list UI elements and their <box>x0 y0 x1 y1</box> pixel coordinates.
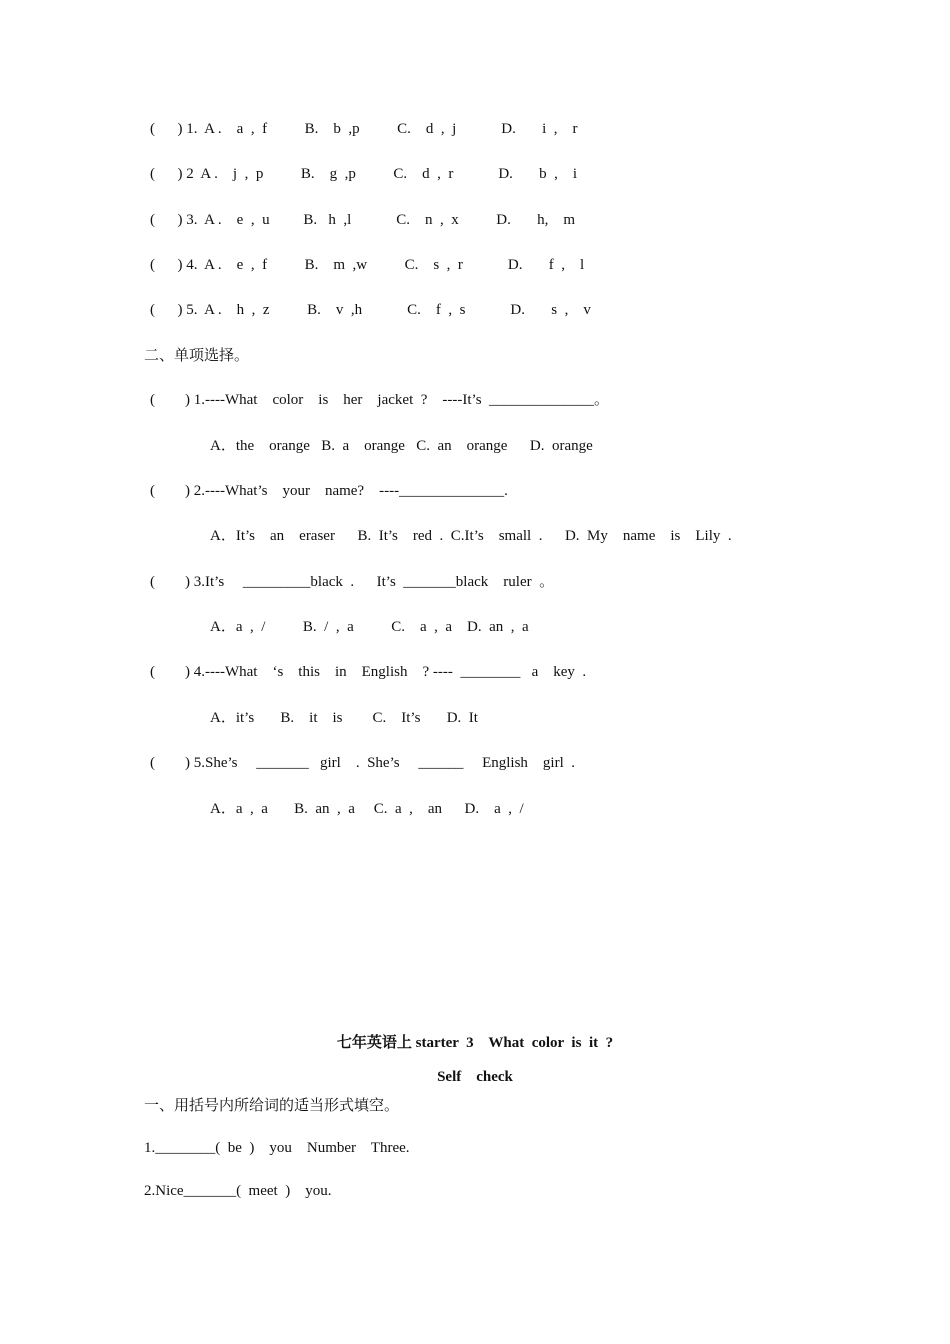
section2-heading: 二、单项选择。 <box>144 348 250 364</box>
question: ( ) 3.It’s _________black . It’s _______black ruler 。 <box>150 574 555 590</box>
question: ( ) 4.----What ‘s this in English ? ---- ________ a key . <box>150 664 587 680</box>
question-options: A．a , a B. an , a C. a , an D. a , / <box>210 801 524 817</box>
fill-blank-item: 2.Nice_______( meet ) you. <box>144 1183 332 1199</box>
section1-item: ( ) 1. A . a , f B. b ,p C. d , j D. i , r <box>150 121 578 137</box>
section1-item: ( ) 5. A . h , z B. v ,h C. f , s D. s , v <box>150 302 591 318</box>
worksheet-title: 七年英语上 starter 3 What color is it ? <box>336 1035 614 1051</box>
question-options: A．the orange B. a orange C. an orange D. orange <box>210 438 593 454</box>
question: ( ) 1.----What color is her jacket ? ----It’s ______________。 <box>150 392 610 408</box>
question-options: A．It’s an eraser B. It’s red . C.It’s small . D. My name is Lily . <box>210 528 732 544</box>
worksheet-subtitle: Self check <box>437 1069 513 1085</box>
fill-blank-item: 1.________( be ) you Number Three. <box>144 1140 410 1156</box>
section1-item: ( ) 3. A . e , u B. h ,l C. n , x D. h, m <box>150 212 576 228</box>
question-options: A．a , / B. / , a C. a , a D. an , a <box>210 619 529 635</box>
question: ( ) 2.----What’s your name? ----______________. <box>150 483 508 499</box>
section1-item: ( ) 2 A . j , p B. g ,p C. d , r D. b , i <box>150 166 578 182</box>
section3-heading: 一、用括号内所给词的适当形式填空。 <box>144 1098 400 1114</box>
section1-item: ( ) 4. A . e , f B. m ,w C. s , r D. f , l <box>150 257 585 273</box>
question: ( ) 5.She’s _______ girl . She’s ______ English girl . <box>150 755 575 771</box>
question-options: A．it’s B. it is C. It’s D. It <box>210 710 478 726</box>
